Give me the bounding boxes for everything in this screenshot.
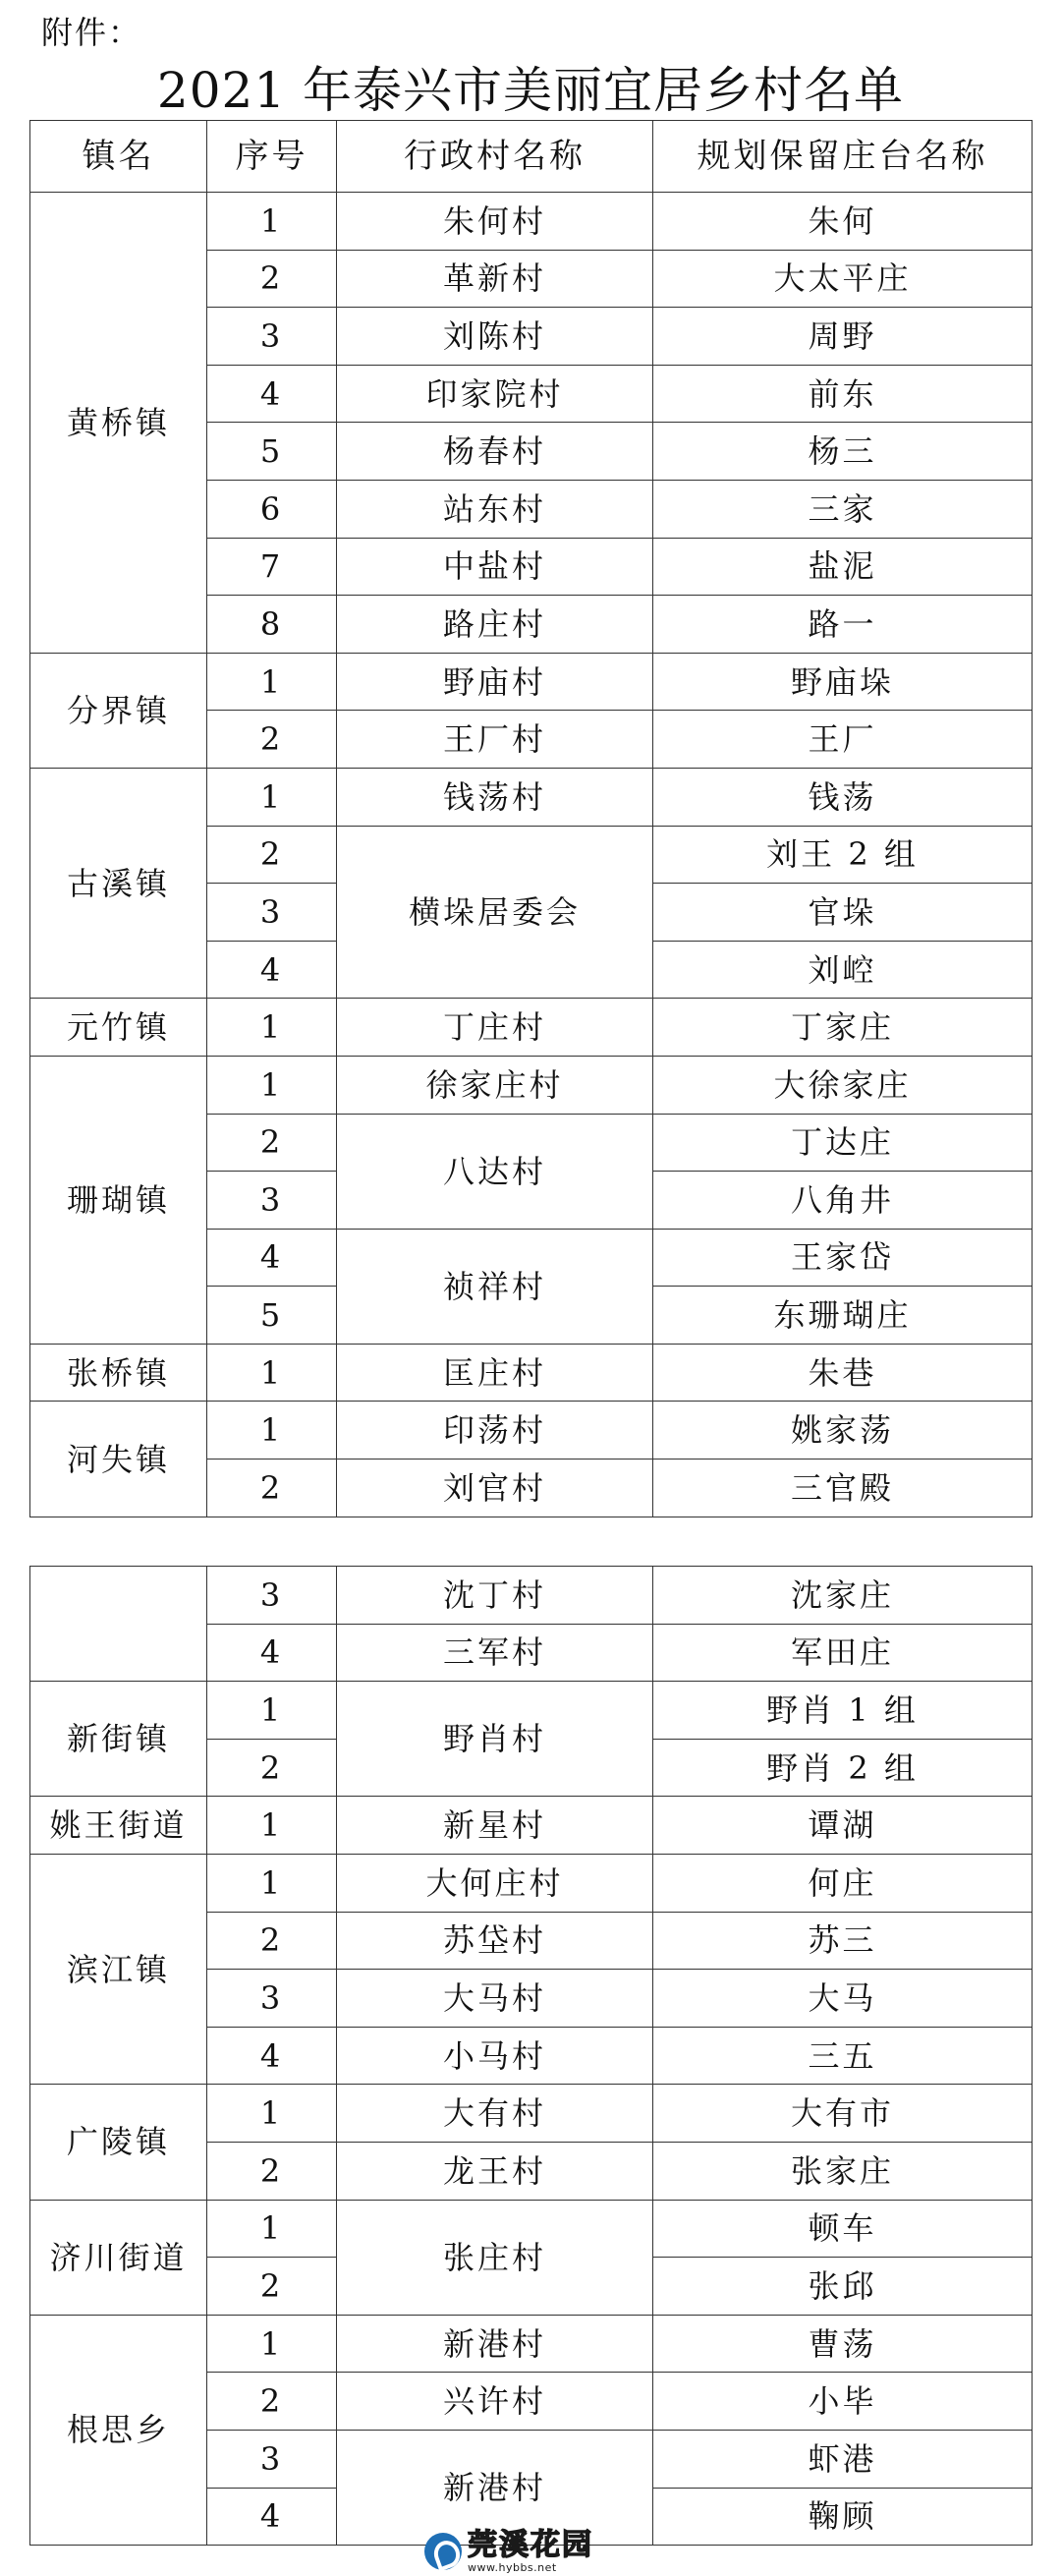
hamlet-cell: 三家 [653,480,1033,538]
seq-cell: 1 [207,1056,337,1114]
town-cell [30,1567,207,1682]
hamlet-cell: 三官殿 [653,1460,1033,1517]
hamlet-cell: 姚家荡 [653,1402,1033,1460]
hamlet-cell: 鞠顾 [653,2488,1033,2546]
village-cell: 刘官村 [337,1460,653,1517]
village-cell: 朱何村 [337,193,653,251]
seq-cell: 1 [207,1402,337,1460]
hamlet-cell: 大马 [653,1970,1033,2028]
seq-cell: 2 [207,1739,337,1797]
hamlet-cell: 路一 [653,596,1033,654]
hamlet-cell: 刘王 2 组 [653,826,1033,884]
village-cell: 大何庄村 [337,1854,653,1912]
seq-cell: 4 [207,1229,337,1287]
seq-cell: 3 [207,1970,337,2028]
village-cell: 匡庄村 [337,1344,653,1402]
hamlet-cell: 大太平庄 [653,250,1033,308]
seq-cell: 1 [207,193,337,251]
village-cell: 小马村 [337,2027,653,2085]
hamlet-cell: 王厂 [653,711,1033,769]
seq-cell: 4 [207,2027,337,2085]
hamlet-cell: 八角井 [653,1172,1033,1230]
table-row [30,2315,1033,2373]
hamlet-cell: 大徐家庄 [653,1056,1033,1114]
seq-cell: 2 [207,2142,337,2200]
town-cell: 珊瑚镇 [30,1056,207,1344]
village-cell: 苏垈村 [337,1912,653,1970]
seq-cell: 1 [207,1854,337,1912]
seq-cell: 7 [207,538,337,596]
watermark-url: www.hybbs.net [468,2562,593,2573]
table-row [30,1682,1033,1740]
table-row [30,1567,1033,1625]
table-row [30,1402,1033,1460]
village-cell: 新港村 [337,2315,653,2373]
town-cell: 根思乡 [30,2315,207,2545]
village-cell: 横垛居委会 [337,826,653,999]
village-table-part-2 [29,1566,1033,2546]
hamlet-cell: 沈家庄 [653,1567,1033,1625]
hamlet-cell: 杨三 [653,423,1033,481]
table-row [30,2200,1033,2258]
seq-cell: 4 [207,941,337,999]
seq-cell: 2 [207,2258,337,2316]
seq-cell: 8 [207,596,337,654]
town-cell: 黄桥镇 [30,193,207,654]
seq-cell: 2 [207,1912,337,1970]
seq-cell: 1 [207,2315,337,2373]
hamlet-cell: 丁家庄 [653,999,1033,1057]
site-watermark [424,2528,641,2575]
hamlet-cell: 张邱 [653,2258,1033,2316]
village-cell: 站东村 [337,480,653,538]
village-cell: 印家院村 [337,365,653,423]
village-table-part-1 [29,120,1033,1517]
hamlet-cell: 野肖 1 组 [653,1682,1033,1740]
hamlet-cell: 曹荡 [653,2315,1033,2373]
village-cell: 刘陈村 [337,308,653,366]
town-cell: 姚王街道 [30,1797,207,1855]
table-row [30,193,1033,251]
seq-cell: 1 [207,768,337,826]
hamlet-cell: 张家庄 [653,2142,1033,2200]
seq-cell: 2 [207,826,337,884]
table-row [30,1056,1033,1114]
hamlet-cell: 丁达庄 [653,1114,1033,1172]
village-cell: 革新村 [337,250,653,308]
table-row [30,1797,1033,1855]
seq-cell: 2 [207,250,337,308]
village-cell: 新星村 [337,1797,653,1855]
hamlet-cell: 三五 [653,2027,1033,2085]
hamlet-cell: 野肖 2 组 [653,1739,1033,1797]
village-cell: 张庄村 [337,2200,653,2315]
hamlet-cell: 东珊瑚庄 [653,1287,1033,1345]
town-cell: 河失镇 [30,1402,207,1517]
town-cell: 古溪镇 [30,768,207,998]
table-body-part-2 [30,1567,1033,2546]
village-cell: 兴许村 [337,2373,653,2431]
village-cell: 三军村 [337,1624,653,1682]
village-cell: 钱荡村 [337,768,653,826]
village-cell: 杨春村 [337,423,653,481]
seq-cell: 3 [207,308,337,366]
seq-cell: 4 [207,2488,337,2546]
seq-cell: 1 [207,2200,337,2258]
header-town: 镇名 [30,121,207,193]
village-cell: 野庙村 [337,653,653,711]
table-row [30,1854,1033,1912]
hamlet-cell: 军田庄 [653,1624,1033,1682]
hamlet-cell: 何庄 [653,1854,1033,1912]
seq-cell: 3 [207,884,337,942]
hamlet-cell: 大有市 [653,2085,1033,2143]
village-cell: 龙王村 [337,2142,653,2200]
table-row [30,653,1033,711]
header-village: 行政村名称 [337,121,653,193]
village-cell: 印荡村 [337,1402,653,1460]
town-cell: 广陵镇 [30,2085,207,2200]
hamlet-cell: 谭湖 [653,1797,1033,1855]
hamlet-cell: 盐泥 [653,538,1033,596]
village-cell: 徐家庄村 [337,1056,653,1114]
seq-cell: 1 [207,999,337,1057]
seq-cell: 2 [207,711,337,769]
town-cell: 济川街道 [30,2200,207,2315]
village-cell: 八达村 [337,1114,653,1229]
seq-cell: 5 [207,1287,337,1345]
header-hamlet: 规划保留庄台名称 [653,121,1033,193]
seq-cell: 1 [207,1344,337,1402]
table-row [30,999,1033,1057]
seq-cell: 1 [207,1797,337,1855]
seq-cell: 3 [207,1172,337,1230]
town-cell: 元竹镇 [30,999,207,1057]
hamlet-cell: 钱荡 [653,768,1033,826]
hamlet-cell: 官垛 [653,884,1033,942]
village-cell: 大马村 [337,1970,653,2028]
seq-cell: 1 [207,653,337,711]
table-body-part-1 [30,193,1033,1517]
hamlet-cell: 野庙垛 [653,653,1033,711]
seq-cell: 3 [207,2430,337,2488]
town-cell: 滨江镇 [30,1854,207,2084]
table-header-row [30,121,1033,193]
seq-cell: 4 [207,365,337,423]
village-cell: 野肖村 [337,1682,653,1797]
seq-cell: 5 [207,423,337,481]
attachment-label: 附件： [41,14,142,51]
hamlet-cell: 刘崆 [653,941,1033,999]
table-row [30,1344,1033,1402]
town-cell: 张桥镇 [30,1344,207,1402]
town-cell: 新街镇 [30,1682,207,1797]
header-seq: 序号 [207,121,337,193]
village-cell: 丁庄村 [337,999,653,1057]
village-cell: 中盐村 [337,538,653,596]
table-row [30,768,1033,826]
logo-icon [424,2533,462,2570]
village-cell: 祯祥村 [337,1229,653,1344]
hamlet-cell: 虾港 [653,2430,1033,2488]
hamlet-cell: 苏三 [653,1912,1033,1970]
village-cell: 路庄村 [337,596,653,654]
hamlet-cell: 王家岱 [653,1229,1033,1287]
hamlet-cell: 朱巷 [653,1344,1033,1402]
watermark-brand: 莞溪花园 [468,2527,593,2562]
seq-cell: 1 [207,2085,337,2143]
seq-cell: 4 [207,1624,337,1682]
seq-cell: 2 [207,1114,337,1172]
hamlet-cell: 周野 [653,308,1033,366]
village-cell: 新港村 [337,2430,653,2545]
village-cell: 沈丁村 [337,1567,653,1625]
hamlet-cell: 前东 [653,365,1033,423]
hamlet-cell: 朱何 [653,193,1033,251]
seq-cell: 3 [207,1567,337,1625]
seq-cell: 1 [207,1682,337,1740]
watermark-text [468,2527,593,2574]
hamlet-cell: 小毕 [653,2373,1033,2431]
table-row [30,2085,1033,2143]
village-cell: 大有村 [337,2085,653,2143]
seq-cell: 6 [207,480,337,538]
seq-cell: 2 [207,2373,337,2431]
town-cell: 分界镇 [30,653,207,768]
seq-cell: 2 [207,1460,337,1517]
hamlet-cell: 顿车 [653,2200,1033,2258]
village-cell: 王厂村 [337,711,653,769]
page-title: 2021 年泰兴市美丽宜居乡村名单 [156,62,905,119]
